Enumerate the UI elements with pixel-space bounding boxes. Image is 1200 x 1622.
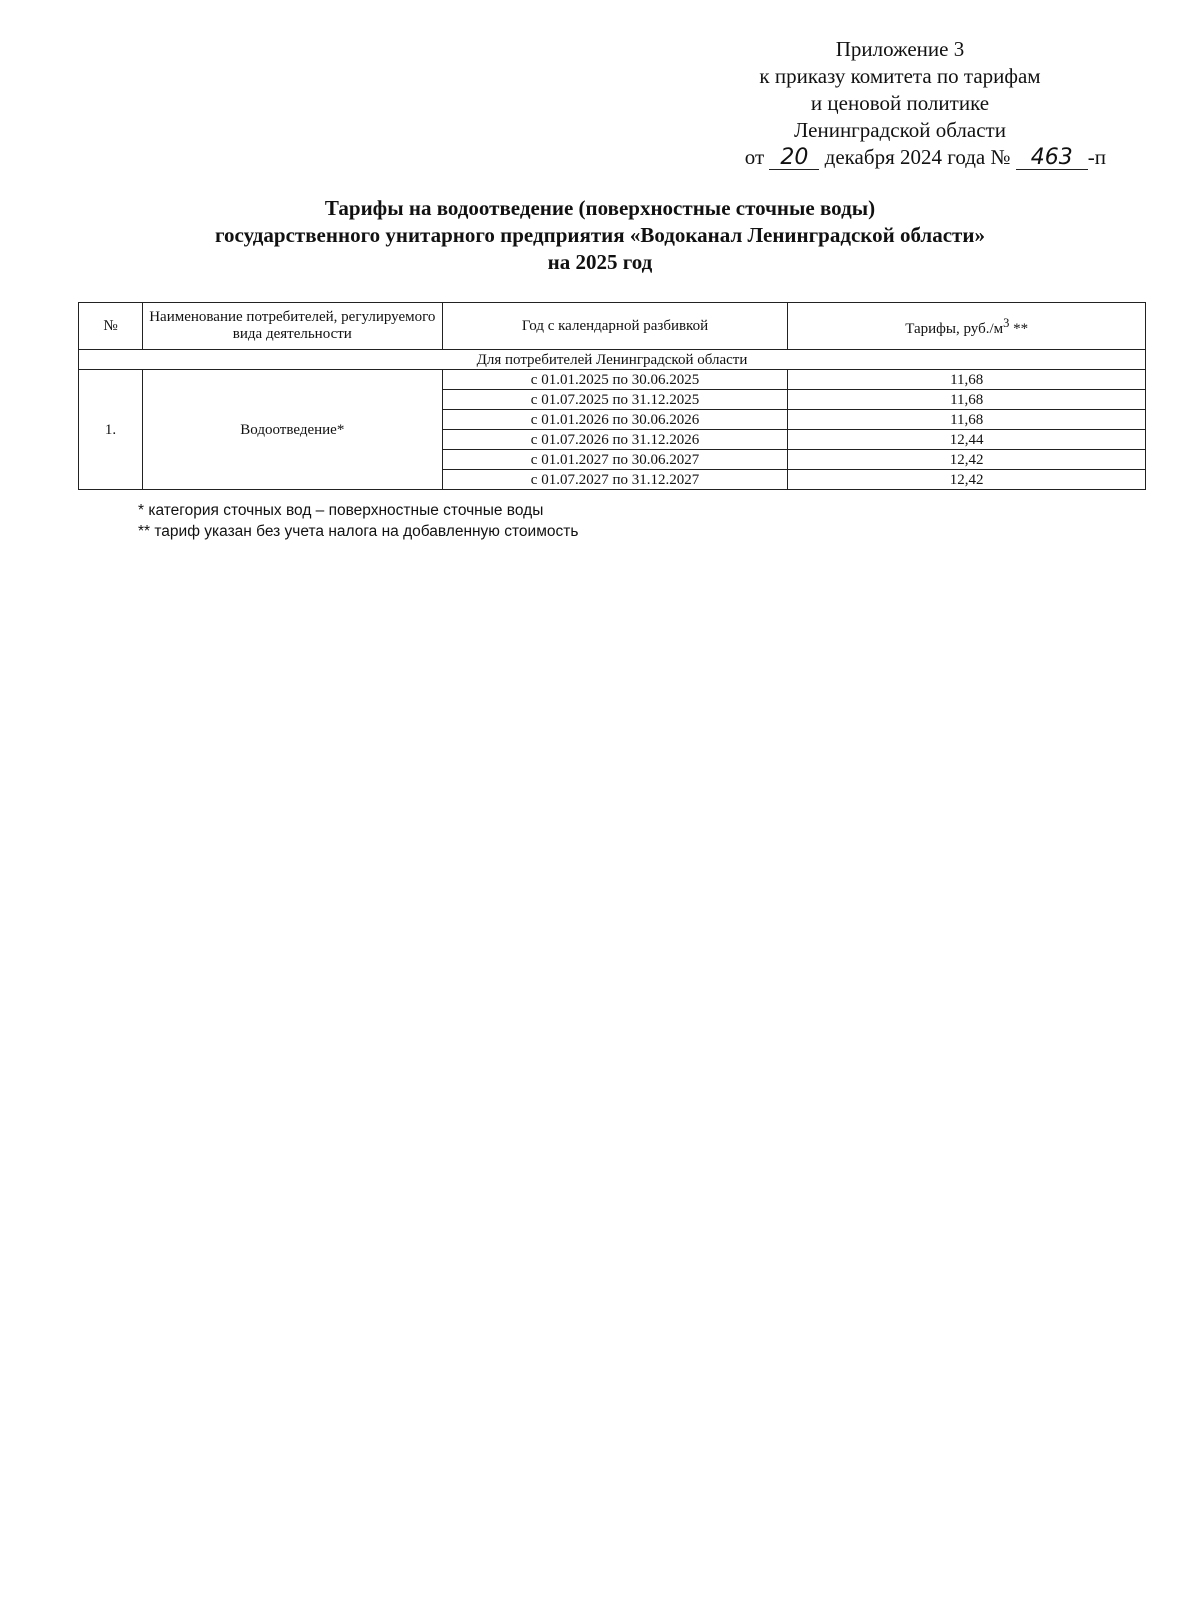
table-row xyxy=(79,370,1146,390)
tariff-cell: 12,44 xyxy=(788,430,1146,450)
period-cell: с 01.01.2025 по 30.06.2025 xyxy=(442,370,788,390)
date-rest: декабря 2024 года № xyxy=(824,145,1011,169)
section-label: Для потребителей Ленинградской области xyxy=(79,350,1146,370)
appendix-committee-line: и ценовой политике xyxy=(810,91,990,115)
period-cell: с 01.07.2025 по 31.12.2025 xyxy=(442,390,788,410)
document-title xyxy=(0,195,1200,276)
appendix-region-line: Ленинградской области xyxy=(794,118,1006,142)
date-prefix: от xyxy=(744,145,765,169)
order-date-line xyxy=(690,144,1110,171)
row-service-name: Водоотведение* xyxy=(142,370,442,490)
footnote-2: ** тариф указан без учета налога на добавленную стоимость xyxy=(138,523,579,540)
appendix-header xyxy=(690,36,1110,171)
footnote-1: * категория сточных вод – поверхностные сточные воды xyxy=(138,502,544,519)
section-row xyxy=(79,350,1146,370)
appendix-order-ref: к приказу комитета по тарифам xyxy=(759,64,1041,88)
appendix-title: Приложение 3 xyxy=(835,37,965,61)
tariff-cell: 12,42 xyxy=(788,470,1146,490)
row-number: 1. xyxy=(79,370,143,490)
header-tariff-suffix: ** xyxy=(1009,320,1029,337)
tariff-cell: 11,68 xyxy=(788,370,1146,390)
header-name: Наименование потребителей, регулируемого вида деятельности xyxy=(142,303,442,350)
header-num: № xyxy=(79,303,143,350)
tariff-table xyxy=(78,302,1146,490)
title-line-3: на 2025 год xyxy=(547,250,653,274)
footnotes xyxy=(138,500,578,542)
period-cell: с 01.01.2026 по 30.06.2026 xyxy=(442,410,788,430)
table-header-row xyxy=(79,303,1146,350)
handwritten-day: 20 xyxy=(769,147,819,170)
order-suffix: -п xyxy=(1087,145,1106,169)
title-line-1: Тарифы на водоотведение (поверхностные сточные воды) xyxy=(324,196,876,220)
header-period: Год с календарной разбивкой xyxy=(442,303,788,350)
period-cell: с 01.01.2027 по 30.06.2027 xyxy=(442,450,788,470)
handwritten-order-number: 463 xyxy=(1016,147,1088,170)
period-cell: с 01.07.2027 по 31.12.2027 xyxy=(442,470,788,490)
tariff-cell: 12,42 xyxy=(788,450,1146,470)
header-tariff-label: Тарифы, руб./м xyxy=(905,320,1004,337)
header-tariff xyxy=(788,303,1146,350)
header-tariff-sup: 3 xyxy=(1003,315,1010,330)
tariff-cell: 11,68 xyxy=(788,410,1146,430)
tariff-cell: 11,68 xyxy=(788,390,1146,410)
period-cell: с 01.07.2026 по 31.12.2026 xyxy=(442,430,788,450)
title-line-2: государственного унитарного предприятия «Водоканал Ленинградской области» xyxy=(215,223,985,247)
